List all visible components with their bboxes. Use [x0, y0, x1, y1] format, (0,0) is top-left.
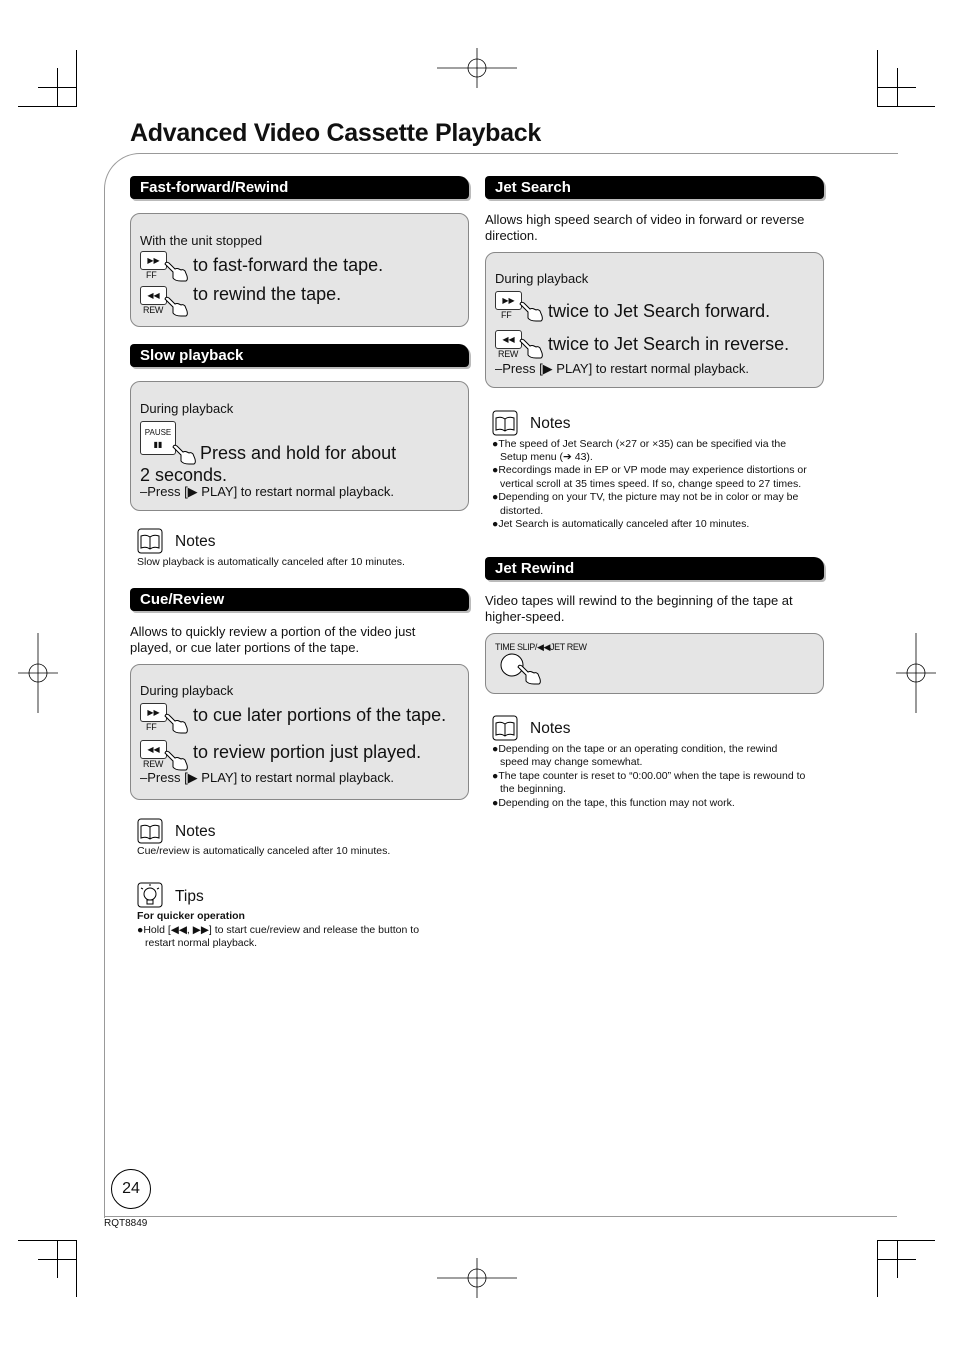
- rew-key-label: REW: [143, 759, 164, 769]
- rew-button[interactable]: ◀◀: [495, 330, 522, 349]
- ff-key-label: FF: [146, 270, 157, 280]
- jet-search-forward-instruction: twice to Jet Search forward.: [548, 301, 771, 321]
- condition-text: With the unit stopped: [140, 233, 263, 248]
- note-line: vertical scroll at 35 times speed. If so, change speed to 27 times.: [500, 478, 802, 490]
- heading-jet-search: Jet Search: [485, 176, 824, 199]
- restart-text: –Press [▶ PLAY] to restart normal playback.: [140, 770, 394, 785]
- hand-press-icon: [163, 749, 189, 771]
- cue-intro-line1: Allows to quickly review a portion of the video just: [130, 624, 416, 639]
- page-title: Advanced Video Cassette Playback: [130, 119, 541, 147]
- note-line: ●Jet Search is automatically canceled after 10 minutes.: [492, 518, 750, 530]
- heading-fast-forward-rewind: Fast-forward/Rewind: [130, 176, 469, 199]
- ff-button[interactable]: ▶▶: [495, 291, 522, 310]
- model-code: RQT8849: [104, 1218, 148, 1229]
- notes-title: Notes: [530, 720, 571, 737]
- rew-button[interactable]: ◀◀: [140, 286, 167, 305]
- condition-text: During playback: [495, 271, 589, 286]
- hand-press-icon: [163, 295, 189, 317]
- note-line: ●Depending on the tape, this function may not work.: [492, 797, 735, 809]
- hand-press-icon: [163, 260, 189, 282]
- jet-search-intro-line2: direction.: [485, 228, 538, 243]
- jet-rewind-intro-line1: Video tapes will rewind to the beginning of the tape at: [485, 593, 793, 608]
- notes-book-icon: [137, 818, 163, 844]
- slow-instruction-line2: 2 seconds.: [140, 465, 228, 485]
- ff-instruction: to fast-forward the tape.: [193, 255, 384, 275]
- tips-subtitle: For quicker operation: [137, 910, 245, 922]
- note-line: distorted.: [500, 505, 544, 517]
- ff-key-label: FF: [501, 310, 512, 320]
- jet-search-intro-line1: Allows high speed search of video in forward or reverse: [485, 212, 805, 227]
- note-text: Cue/review is automatically canceled after 10 minutes.: [137, 845, 391, 857]
- note-line: the beginning.: [500, 783, 566, 795]
- review-instruction: to review portion just played.: [193, 742, 422, 762]
- time-slip-key-label: TIME SLIP/◀◀JET REW: [495, 642, 587, 652]
- ff-button[interactable]: ▶▶: [140, 251, 167, 270]
- rew-key-label: REW: [143, 305, 164, 315]
- panel-fast-forward-rewind: [130, 213, 469, 327]
- tips-lightbulb-icon: [137, 882, 163, 908]
- note-line: ●Depending on your TV, the picture may not be in color or may be: [492, 491, 799, 503]
- tips-title: Tips: [175, 888, 204, 905]
- slow-instruction-line1: Press and hold for about: [200, 443, 397, 463]
- hand-press-icon: [518, 337, 544, 359]
- note-line: ●Recordings made in EP or VP mode may experience distortions or: [492, 464, 807, 476]
- pause-button[interactable]: PAUSE ▮▮: [140, 421, 176, 455]
- heading-slow-playback: Slow playback: [130, 344, 469, 367]
- panel-cue-review: [130, 664, 469, 800]
- restart-text: –Press [▶ PLAY] to restart normal playback.: [140, 484, 394, 499]
- note-line: ●The speed of Jet Search (×27 or ×35) can be specified via the: [492, 438, 787, 450]
- panel-jet-rewind: [485, 633, 824, 694]
- condition-text: During playback: [140, 401, 234, 416]
- heading-jet-rewind: Jet Rewind: [485, 557, 824, 580]
- notes-title: Notes: [530, 415, 571, 432]
- notes-title: Notes: [175, 823, 216, 840]
- note-line: ●The tape counter is reset to “0:00.00” when the tape is rewound to: [492, 770, 806, 782]
- notes-title: Notes: [175, 533, 216, 550]
- panel-jet-search: [485, 252, 824, 388]
- hand-press-icon: [171, 443, 197, 465]
- rew-key-label: REW: [498, 349, 519, 359]
- panel-slow-playback: [130, 381, 469, 511]
- ff-key-label: FF: [146, 722, 157, 732]
- notes-book-icon: [492, 715, 518, 741]
- jet-rewind-intro-line2: higher-speed.: [485, 609, 565, 624]
- hand-press-icon: [518, 300, 544, 322]
- page-number: 24: [111, 1169, 151, 1209]
- restart-text: –Press [▶ PLAY] to restart normal playback.: [495, 361, 749, 376]
- note-line: ●Depending on the tape or an operating condition, the rewind: [492, 743, 778, 755]
- notes-book-icon: [137, 528, 163, 554]
- page-frame-bottom: [104, 1216, 897, 1217]
- tips-line: ●Hold [◀◀, ▶▶] to start cue/review and release the button to: [137, 924, 420, 936]
- note-text: Slow playback is automatically canceled after 10 minutes.: [137, 556, 405, 568]
- condition-text: During playback: [140, 683, 234, 698]
- jet-search-reverse-instruction: twice to Jet Search in reverse.: [548, 334, 790, 354]
- heading-cue-review: Cue/Review: [130, 588, 469, 611]
- ff-button[interactable]: ▶▶: [140, 703, 167, 722]
- hand-press-icon: [163, 712, 189, 734]
- note-line: Setup menu (➔ 43).: [500, 451, 593, 463]
- rew-instruction: to rewind the tape.: [193, 284, 342, 304]
- tips-line: restart normal playback.: [145, 937, 258, 949]
- notes-book-icon: [492, 410, 518, 436]
- cue-instruction: to cue later portions of the tape.: [193, 705, 447, 725]
- rew-button[interactable]: ◀◀: [140, 740, 167, 759]
- pause-key-label: PAUSE: [144, 428, 172, 437]
- cue-intro-line2: played, or cue later portions of the tape.: [130, 640, 360, 655]
- time-slip-jet-rew-button[interactable]: [500, 653, 544, 685]
- note-line: speed may change somewhat.: [500, 756, 643, 768]
